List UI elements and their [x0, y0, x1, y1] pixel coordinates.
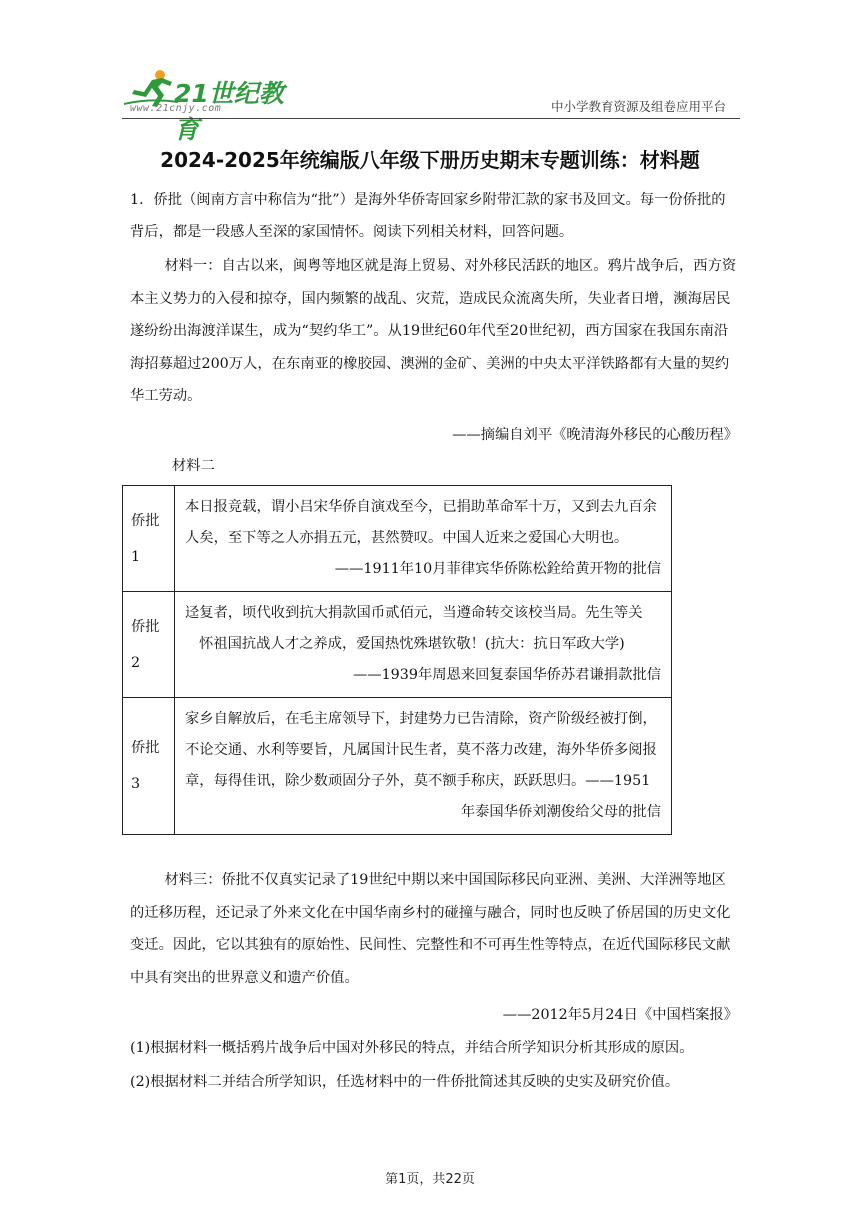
page-title: 2024-2025年统编版八年级下册历史期末专题训练：材料题 — [160, 148, 700, 172]
material-1-source: ——摘编自刘平《晚清海外移民的心酸历程》 — [452, 427, 738, 443]
platform-name: 中小学教育资源及组卷应用平台 — [550, 99, 726, 114]
material-3: 材料三：侨批不仅真实记录了19世纪中期以来中国国际移民向亚洲、美洲、大洋洲等地区的迁移历程，还记录了外来文化在中国华南乡村的碰撞与融合，同时也反映了侨居国的历史文化变迁。因此，它以其独有的原始性、民间性、完整性和不可再生性等特点，在近代国际移民文献中具有突出的世界意义和遗产价值。 — [130, 872, 731, 986]
row-source: ——1939年周恩来回复泰国华侨苏君谦捐款批信 — [352, 667, 661, 683]
page-footer: 第1页，共22页 — [385, 1172, 475, 1187]
row-text: 家乡自解放后，在毛主席领导下，封建势力已告清除，资产阶级经被打倒，不论交通、水利等要旨，凡属国计民生者，莫不落力改建，海外华侨多阅报章，每得佳讯，除少数顽固分子外，莫不额手称庆，跃跃思归。——1951 — [185, 711, 657, 789]
material-3-source: ——2012年5月24日《中国档案报》 — [502, 1007, 738, 1023]
row-text: 本日报竞载，谓小吕宋华侨自演戏至今，已捐助革命军十万，又到去九百余人矣，至下等之人亦捐五元，甚然赞叹。中国人近来之爱国心大明也。 — [185, 499, 657, 546]
row-label: 侨批 3 — [123, 698, 175, 835]
row-content — [175, 698, 672, 835]
logo-text: 21世纪教育 — [174, 79, 284, 144]
question-intro: 1．侨批（闽南方言中称信为“批”）是海外华侨寄回家乡附带汇款的家书及回文。每一份侨批的背后，都是一段感人至深的家国情怀。阅读下列相关材料，回答问题。 — [130, 192, 726, 240]
header-divider — [122, 118, 740, 119]
sub-question-1: (1)根据材料一概括鸦片战争后中国对外移民的特点，并结合所学知识分析其形成的原因。 — [130, 1040, 694, 1056]
row-source: 年泰国华侨刘潮俊给父母的批信 — [460, 804, 661, 820]
row-text-continued: 怀祖国抗战人才之养成，爱国热忱殊堪钦敬！(抗大：抗日军政大学) — [199, 636, 625, 652]
row-source: ——1911年10月菲律宾华侨陈松銓给黄开物的批信 — [334, 561, 661, 577]
table-row — [123, 592, 672, 698]
material-2-label: 材料二 — [172, 458, 215, 474]
logo-url: www.21cnjy.com — [130, 103, 222, 114]
material-1: 材料一：自古以来，闽粤等地区就是海上贸易、对外移民活跃的地区。鸦片战争后，西方资本主义势力的入侵和掠夺，国内频繁的战乱、灾荒，造成民众流离失所，失业者日增，濒海居民遂纷纷出海渡洋谋生，成为“契约华工”。从19世纪60年代至20世纪初，西方国家在我国东南沿海招募超过200万人，在东南亚的橡胶园、澳洲的金矿、美洲的中央太平洋铁路都有大量的契约华工劳动。 — [130, 258, 737, 404]
row-label: 侨批 2 — [123, 592, 175, 698]
qiaopi-table — [122, 485, 672, 835]
row-content — [175, 592, 672, 698]
row-content — [175, 486, 672, 592]
logo — [122, 68, 292, 144]
row-label: 侨批 1 — [123, 486, 175, 592]
table-row — [123, 486, 672, 592]
page-header — [0, 0, 860, 144]
table-row — [123, 698, 672, 835]
sub-question-2: (2)根据材料二并结合所学知识，任选材料中的一件侨批简述其反映的史实及研究价值。 — [130, 1074, 680, 1090]
row-text: 迳复者，顷代收到抗大捐款国币贰佰元，当遵命转交该校当局。先生等关 — [185, 605, 643, 621]
